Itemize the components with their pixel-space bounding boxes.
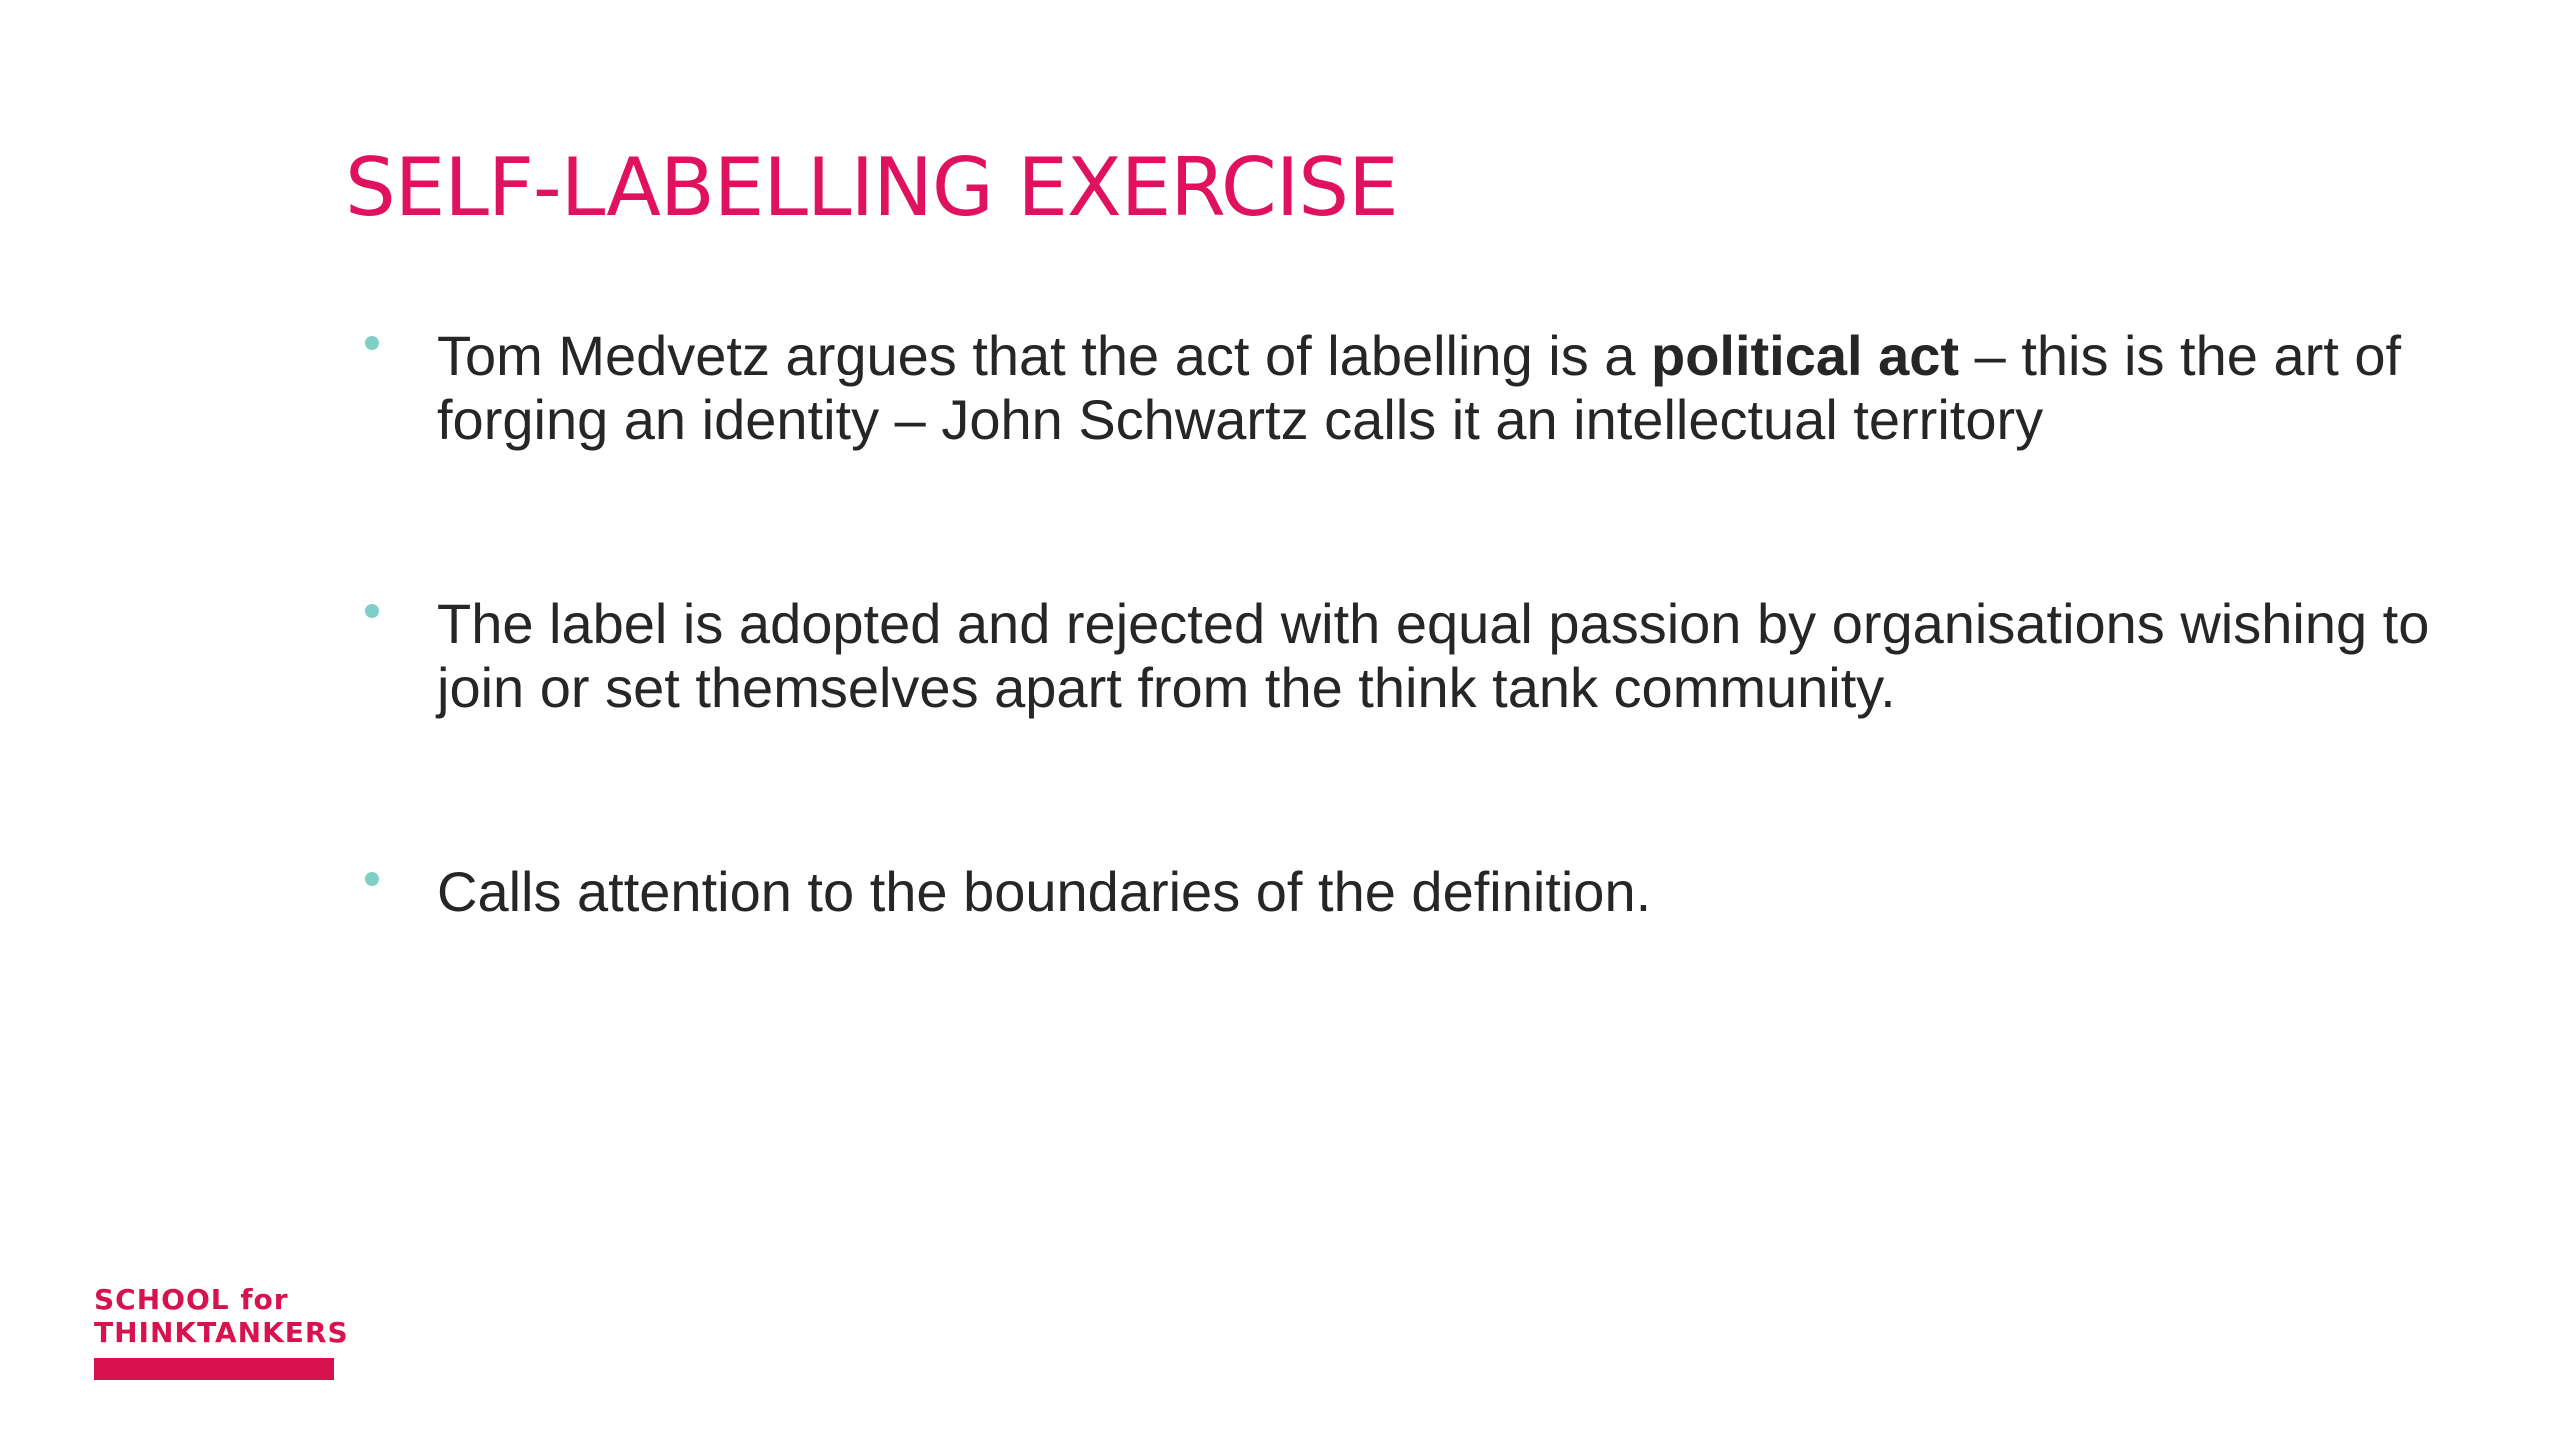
bullet-dot-icon — [365, 336, 379, 350]
bullet-dot-icon — [365, 872, 379, 886]
bullet-text: Calls attention to the boundaries of the definition. — [437, 860, 1652, 923]
logo-underline-bar — [94, 1358, 334, 1380]
bullet-text — [437, 324, 2437, 452]
school-for-thinktankers-logo — [94, 1283, 349, 1384]
bullet-text: The label is adopted and rejected with equal passion by organisations wishing to join or set themselves apart from the think tank community. — [437, 592, 2430, 719]
bullet-text-part: – this is the art of forging an identity – John Schwartz calls it an intellectual territory — [437, 324, 2402, 451]
bullet-text-bold: political act — [1650, 324, 1960, 387]
logo-line-2: THINKTANKERS — [94, 1316, 349, 1349]
logo-line-1: SCHOOL for — [94, 1283, 289, 1316]
bullet-text-part: Tom Medvetz argues that the act of labelling is a — [437, 324, 1651, 387]
slide-title: SELF-LABELLING EXERCISE — [345, 141, 1398, 234]
bullet-dot-icon — [365, 604, 379, 618]
